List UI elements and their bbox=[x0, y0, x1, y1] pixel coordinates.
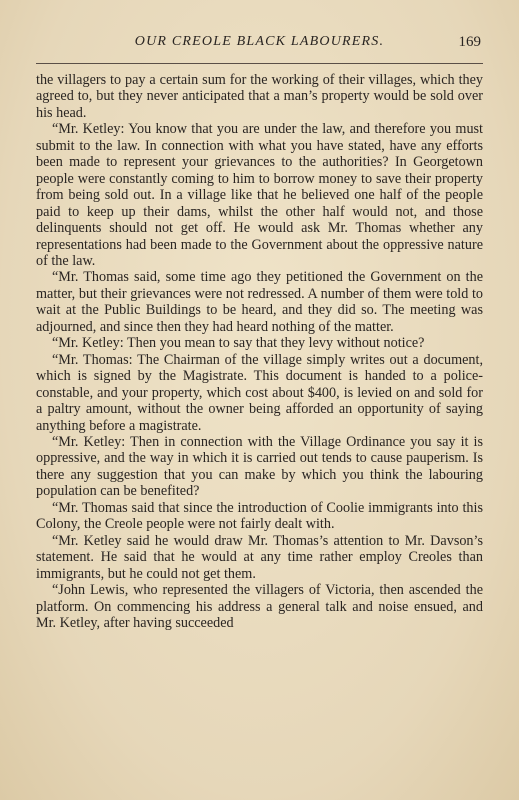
page-number: 169 bbox=[458, 34, 481, 50]
running-title: OUR CREOLE BLACK LABOURERS. bbox=[134, 34, 385, 49]
paragraph: the villagers to pay a certain sum for the working of their villages, which they agreed to, but they never anticipated that a man’s property would be sold over his head. bbox=[36, 72, 483, 121]
paragraph: “Mr. Ketley: Then you mean to say that they levy without notice? bbox=[52, 335, 425, 352]
header-rule bbox=[36, 63, 483, 64]
paragraph: “Mr. Ketley said he would draw Mr. Thomas’s attention to Mr. Davson’s statement. He said that he would at any time rather employ Creoles than immigrants, but he could not get them. bbox=[36, 532, 483, 582]
paragraph: “Mr. Thomas: The Chairman of the village simply writes out a document, which is signed by the Magistrate. This document is handed to a police-constable, and your property, which cost about $400, is levied on and sold for a paltry amount, without the owner being afforded an opportunity of saying anything before a magistrate. bbox=[36, 351, 483, 434]
paragraph: “Mr. Ketley: Then in connection with the Village Ordinance you say it is oppressive, and the way in which it is carried out tends to cause pauperism. Is there any suggestion that you can make by which you think the labouring population can be benefited? bbox=[36, 433, 483, 500]
running-header bbox=[38, 34, 481, 54]
paragraph: “Mr. Thomas said, some time ago they petitioned the Government on the matter, but their grievances were not redressed. A number of them were told to wait at the Public Buildings to be heard, and they did so. The meeting was adjourned, and since then they had heard nothing of the matter. bbox=[36, 269, 483, 335]
paragraph: “John Lewis, who represented the villagers of Victoria, then ascended the platform. On commencing his address a general talk and noise ensued, and Mr. Ketley, after having succeeded bbox=[36, 582, 483, 631]
paragraph: “Mr. Thomas said that since the introduction of Coolie immigrants into this Colony, the Creole people were not fairly dealt with. bbox=[36, 499, 483, 533]
body-text bbox=[36, 72, 483, 631]
paragraph: “Mr. Ketley: You know that you are under the law, and therefore you must submit to the law. In connection with what you have stated, have any efforts been made to represent your grievances to the authorities? In Georgetown people were constantly coming to him to borrow money to save their property from being sold out. In a village like that he believed one half of the people paid to keep up their dams, whilst the other half would not, and those delinquents should not get off. He would ask Mr. Thomas whether any representations had been made to the Government about the oppressive nature of the law. bbox=[36, 121, 483, 269]
